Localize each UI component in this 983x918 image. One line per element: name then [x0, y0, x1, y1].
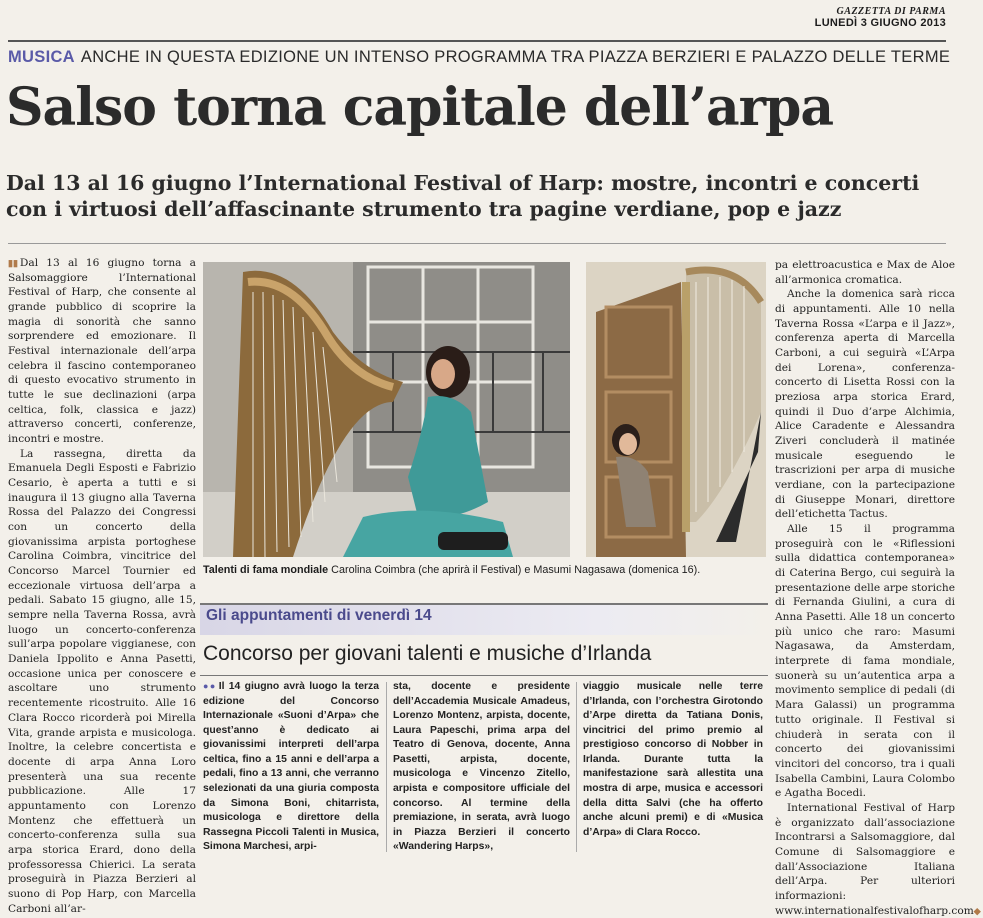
subheadline-line-2: con i virtuosi dell’affascinante strumento tra pagine verdiane, pop e jazz: [6, 196, 842, 221]
sidebar-column-2: [393, 680, 570, 855]
article-column-1: [8, 256, 196, 916]
section-title: Gli appuntamenti di venerdì 14: [206, 607, 432, 624]
paragraph: La rassegna, diretta da Emanuela Degli Esposti e Fabrizio Cesario, è aperta a tutti e si inaugura il 13 giugno alla Taverna Rossa del Palazzo dei Congressi con un concerto della giovanissima arpista portoghese Carolina Coimbra, vincitrice del Concorso Marcel Tournier ed eccezionale virtuosa dell’arpa a pedali. Sabato 15 giugno, alle 15, sempre nella Taverna Rossa, avrà luogo un concerto-conferenza sull’arpa popolare viggianese, con Daniela Ippolito e Anna Pasetti, occasione unica per conoscere e ascoltare uno strumento recentemente ricostruito. Alle 16 Clara Rocco ricorderà poi Mirella Vita, grande arpista e musicologa. Inoltre, la celebre concertista e docente di arpa Anna Loro presenterà una sua recente pubblicazione. Alle 17 appuntamento con Lorenzo Montenz che effettuerà un concerto-conferenza sulla sua arpa storica Erard, dono della professoressa Chierici. La serata proseguirà in Piazza Berzieri al suono di Pop Harp, con Marcella Carboni all’ar-: [8, 447, 196, 915]
photo-carolina-coimbra: [203, 262, 570, 557]
paragraph-text: Dal 13 al 16 giugno torna a Salsomaggiore l’International Festival of Harp, che consente al grande pubblico di scoprire la magia di sonorità che sanno sorprendere ed emozionare. Il Festival internazionale dell’arpa celebra il fascino contemporaneo di questo evocativo strumento in tutte le sue declinazioni (arpa celtica, folk, classica e jazz) attraverso concerti, conferenze, incontri e mostre.: [8, 257, 196, 446]
photo-masumi-nagasawa: [586, 262, 766, 557]
masthead: [815, 6, 946, 29]
kicker-text: ANCHE IN QUESTA EDIZIONE UN INTENSO PROGRAMMA TRA PIAZZA BERZIERI E PALAZZO DELLE TERME: [80, 48, 951, 66]
sidebar-rule: [200, 675, 768, 676]
sidebar-column-3: [583, 680, 763, 840]
paragraph: [8, 256, 196, 447]
subheadline-line-1: Dal 13 al 16 giugno l’International Festival of Harp: mostre, incontri e concerti: [6, 171, 920, 195]
paragraph: Anche la domenica sarà ricca di appuntamenti. Alle 10 nella Taverna Rossa «L’arpa e il Jazz», conferenza aperta di Marcella Carboni, a cui seguirà «L’Arpa dei Lorena», conferenza-concerto di Lisetta Rossi con la preziosa arpa storica Erard, quindi il Duo d’arpe Alchimia, Alice Caradente e Alessandra Ziveri concluderà il matinée musicale eseguendo le trascrizioni per arpa di musiche verdiane, con la partecipazione di Giuseppe Monari, direttore dell’etichetta Tactus.: [775, 288, 955, 521]
end-mark-icon: ◆: [973, 905, 981, 916]
column-divider: [576, 682, 577, 852]
paragraph-text: International Festival of Harp è organizzato dall’associazione Incontrarsi a Salsomaggiore, dal Comune di Salsomaggiore e dall’Associazione Italiana dell’Arpa. Per ulteriori informazioni: www.internationalfestivalofharp.com: [775, 801, 974, 917]
article-column-5: [775, 258, 981, 918]
top-rule: [8, 40, 946, 42]
newspaper-name: GAZZETTA DI PARMA: [836, 6, 946, 17]
section-label: MUSICA: [8, 48, 75, 66]
issue-date: LUNEDÌ 3 GIUGNO 2013: [814, 17, 946, 29]
sidebar-headline: Concorso per giovani talenti e musiche d’Irlanda: [203, 642, 652, 665]
bullet-icon: ●●: [203, 681, 217, 691]
paragraph: Alle 15 il programma proseguirà con le «Riflessioni sulla didattica contemporanea» di Caterina Bergo, cui seguirà la presentazione delle arpe storiche di Fernanda Giulini, a cura di Anna Pasetti. Alle 18 un concerto più unico che raro: Masumi Nagasawa, da Amsterdam, interprete di fama mondiale, suonerà su un’autentica arpa a movimento semplice di pedali (di Mara Galassi) un programma tutto originale. Il Festival si chiuderà in serata con il concerto dei giovanissimi vincitori del concorso, tra i quali Isabella Cambini, Laura Colombo e Agatha Bocedi.: [775, 523, 955, 800]
paragraph: pa elettroacustica e Max de Aloe all’armonica cromatica.: [775, 259, 955, 286]
photo-caption: [203, 564, 768, 576]
kicker: [8, 48, 951, 67]
caption-title: Talenti di fama mondiale: [203, 564, 329, 576]
paragraph-text: Il 14 giugno avrà luogo la terza edizione del Concorso Internazionale «Suoni d’Arpa» che quest’anno è dedicato ai giovanissimi interpreti dell’arpa celtica, fino a 15 anni e dell’arpa a pedali, fino a 13 anni, che verranno selezionati da una giuria composta da Simona Boni, chitarrista, musicologa e direttore della Rassegna Piccoli Talenti in Musica, Simona Marchesi, arpi-: [203, 681, 380, 853]
paragraph: [775, 801, 981, 918]
caption-text: Carolina Coimbra (che aprirà il Festival) e Masumi Nagasawa (domenica 16).: [328, 564, 701, 576]
paragraph: [203, 680, 379, 855]
paragraph: sta, docente e presidente dell’Accademia Musicale Amadeus, Lorenzo Montenz, arpista, docente, Laura Papeschi, prima arpa del Teatro di Genova, docente, Anna Pasetti, arpista, docente, musicologa e Vincenzo Zitello, arpista e compositore ufficiale del concorso. Al termine della premiazione, in serata, avrà luogo in Piazza Berzieri il concerto «Wandering Harps»,: [393, 681, 570, 853]
paragraph: viaggio musicale nelle terre d’Irlanda, con l’orchestra Girotondo d’Arpe diretta da Tatiana Donis, vincitrici del primo premio al prestigioso concorso di Nobber in Irlanda. Durante tutta la manifestazione sarà allestita una mostra di arpe, musica e accessori della ditta Salvi (che ha offerto anche alcuni premi) e di «Musica d’Arpa» di Clara Rocco.: [583, 681, 763, 838]
subhead-rule: [8, 243, 946, 244]
column-divider: [386, 682, 387, 852]
headline: Salso torna capitale dell’arpa: [6, 77, 834, 138]
sidebar-column-1: [203, 680, 379, 855]
subheadline: [6, 171, 946, 222]
paragraph-mark-icon: ▮▮: [8, 258, 18, 268]
